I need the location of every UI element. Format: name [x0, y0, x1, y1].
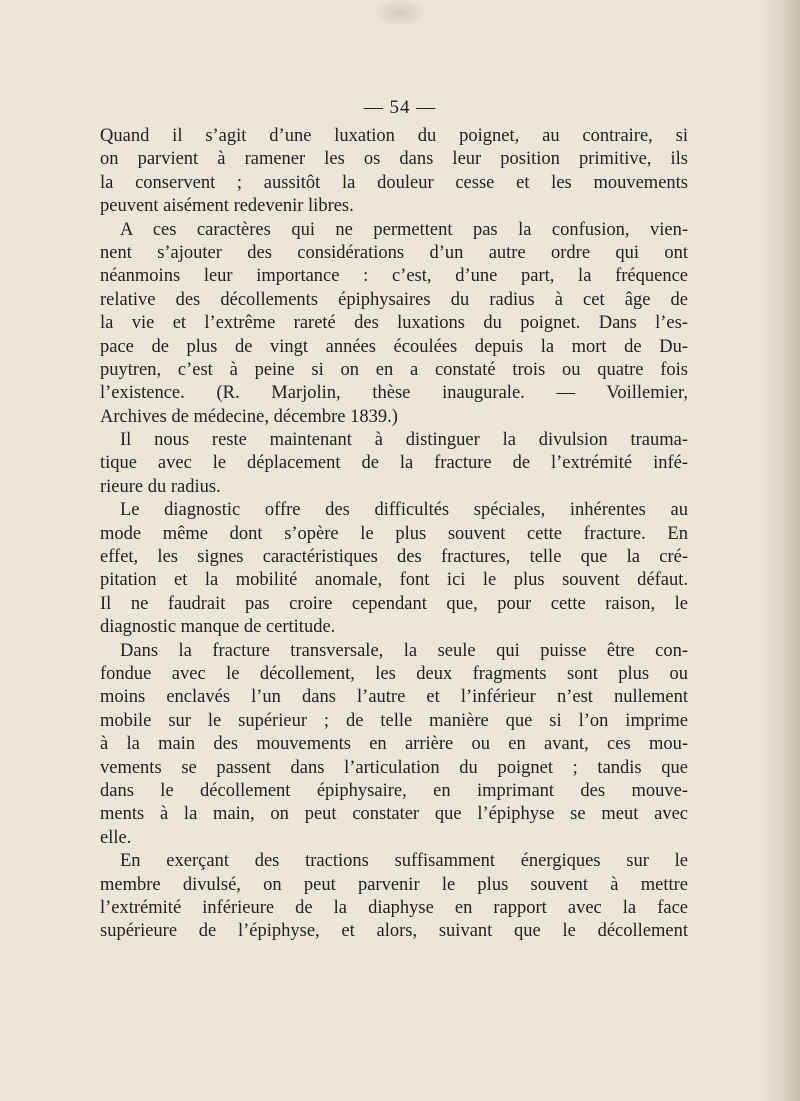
text-line: mode même dont s’opère le plus souvent cette fracture. En [100, 523, 688, 544]
text-line: Le diagnostic offre des difficultés spéciales, inhérentes au [120, 500, 688, 521]
text-line: Dans la fracture transversale, la seule qui puisse être con- [120, 640, 688, 661]
page-number: — 54 — [363, 97, 437, 118]
text-line: puytren, c’est à peine si on en a constaté trois ou quatre fois [100, 359, 688, 380]
text-line: néanmoins leur importance : c’est, d’une part, la fréquence [100, 266, 688, 287]
text-line: moins enclavés l’un dans l’autre et l’inférieur n’est nullement [100, 687, 688, 708]
text-line: membre divulsé, on peut parvenir le plus souvent à mettre [100, 874, 688, 895]
text-line: pace de plus de vingt années écoulées depuis la mort de Du- [100, 336, 688, 357]
text-line: l’existence. (R. Marjolin, thèse inaugurale. — Voillemier, [100, 383, 688, 404]
text-line: la vie et l’extrême rareté des luxations du poignet. Dans l’es- [100, 313, 688, 334]
text-line: pitation et la mobilité anomale, font ici le plus souvent défaut. [100, 570, 688, 591]
text-line: à la main des mouvements en arrière ou en avant, ces mou- [100, 734, 688, 755]
text-line: fondue avec le décollement, les deux fragments sont plus ou [100, 663, 688, 684]
text-line: supérieure de l’épiphyse, et alors, suivant que le décollement [100, 921, 688, 942]
text-line: Archives de médecine, décembre 1839.) [100, 406, 398, 427]
text-line: diagnostic manque de certitude. [100, 617, 336, 638]
text-line: effet, les signes caractéristiques des fractures, telle que la cré- [100, 547, 688, 568]
text-line: rieure du radius. [100, 476, 221, 497]
text-line: relative des décollements épiphysaires du radius à cet âge de [100, 289, 688, 310]
text-line: nent s’ajouter des considérations d’un autre ordre qui ont [100, 242, 688, 263]
paper-stain [372, 0, 428, 26]
text-line: A ces caractères qui ne permettent pas la confusion, vien- [120, 219, 688, 240]
text-line: vements se passent dans l’articulation du poignet ; tandis que [100, 757, 688, 778]
text-line: ments à la main, on peut constater que l’épiphyse se meut avec [100, 804, 688, 825]
text-line: tique avec le déplacement de la fracture de l’extrémité infé- [100, 453, 688, 474]
text-line: la conservent ; aussitôt la douleur cesse et les mouvements [100, 172, 688, 193]
text-line: Il nous reste maintenant à distinguer la divulsion trauma- [120, 430, 688, 451]
text-line: En exerçant des tractions suffisamment énergiques sur le [120, 851, 688, 872]
text-line: Quand il s’agit d’une luxation du poignet, au contraire, si [100, 126, 688, 146]
text-line: Il ne faudrait pas croire cependant que, pour cette raison, le [100, 593, 688, 614]
text-line: on parvient à ramener les os dans leur position primitive, ils [100, 149, 688, 170]
text-line: elle. [100, 827, 132, 848]
text-line: dans le décollement épiphysaire, en imprimant des mouve- [100, 780, 688, 801]
text-line: mobile sur le supérieur ; de telle manière que si l’on imprime [100, 710, 688, 731]
page-edge-shadow [760, 0, 800, 1101]
text-line: peuvent aisément redevenir libres. [100, 196, 354, 217]
text-line: l’extrémité inférieure de la diaphyse en rapport avec la face [100, 897, 688, 918]
body-text [100, 125, 688, 944]
